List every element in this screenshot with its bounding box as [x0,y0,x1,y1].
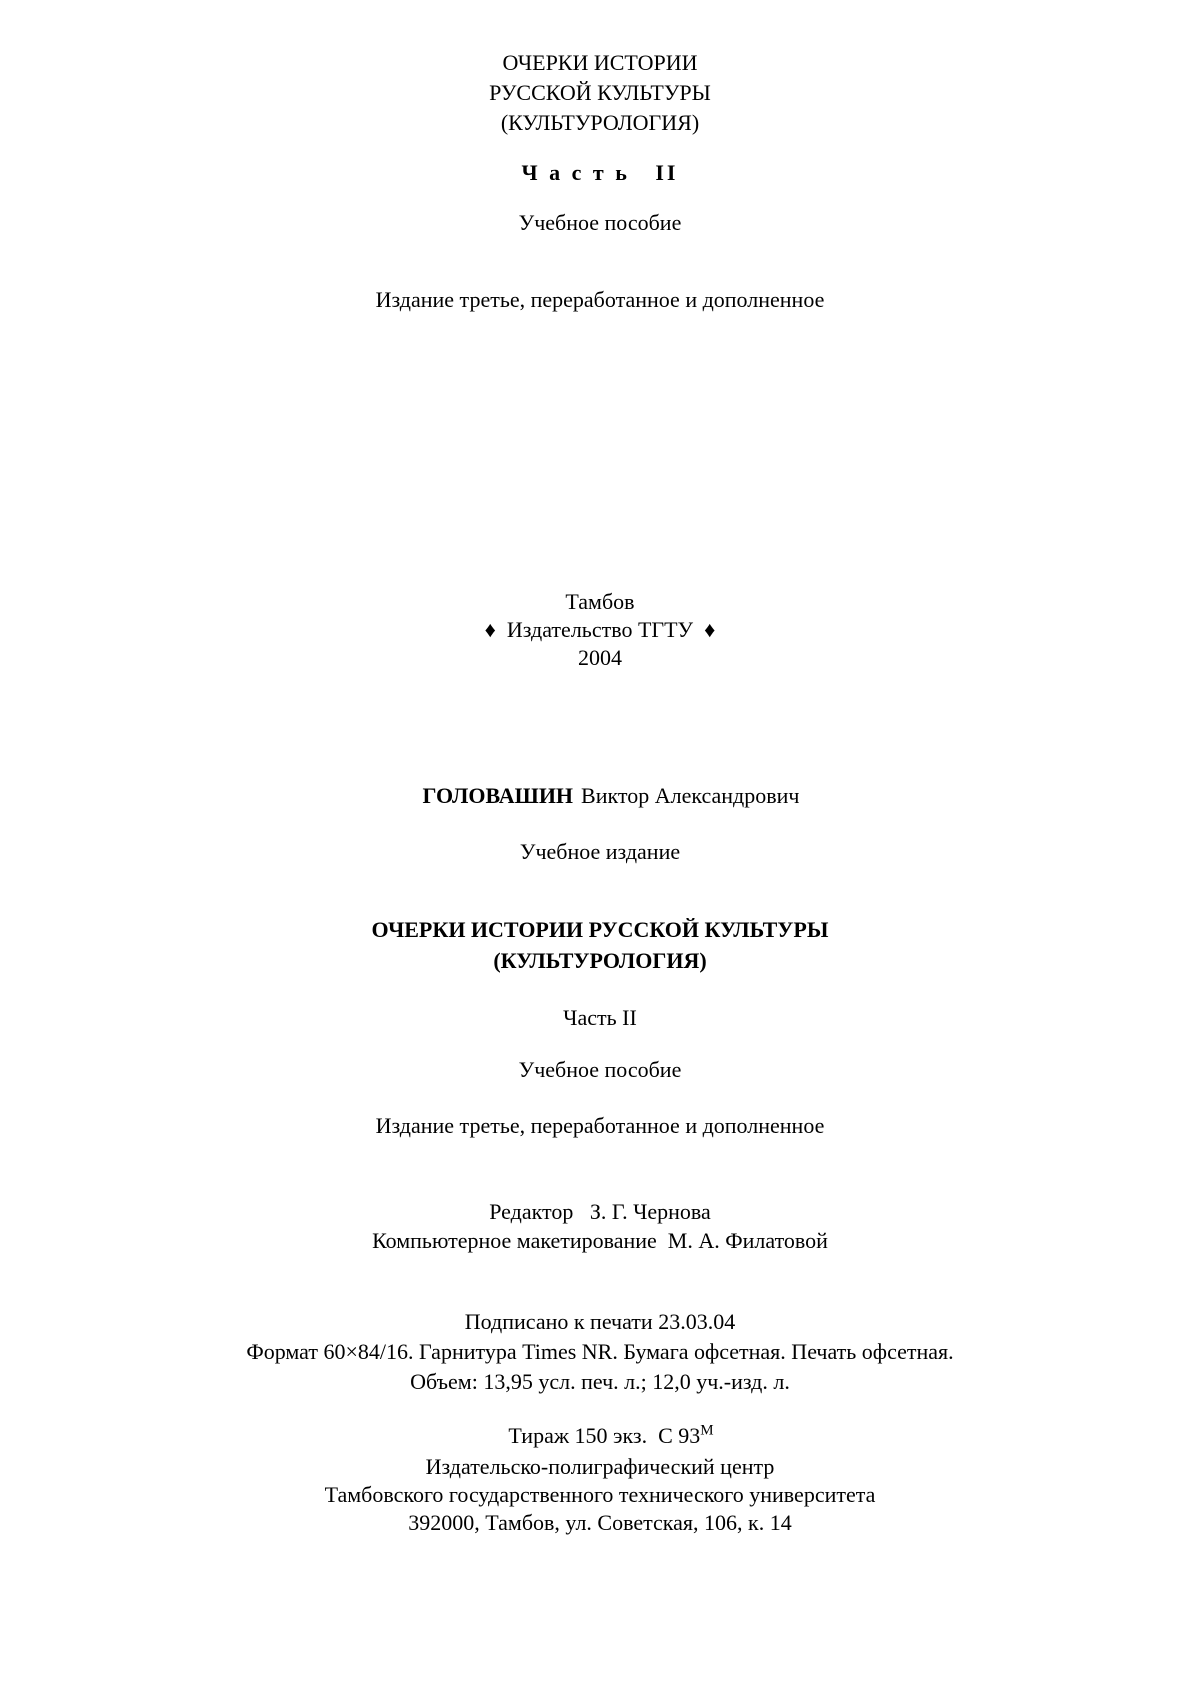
imprint-year: 2004 [578,645,622,670]
front-subtitle: Учебное пособие [518,210,682,235]
publisher-center-line-3: 392000, Тамбов, ул. Советская, 106, к. 14 [408,1510,792,1535]
editor-line: Редактор З. Г. Чернова [489,1199,711,1224]
front-title-line-2: РУССКОЙ КУЛЬТУРЫ [489,80,711,105]
front-title-line-3: (КУЛЬТУРОЛОГИЯ) [500,110,700,135]
author-surname: ГОЛОВАШИН [422,783,574,808]
imprint-city: Тамбов [565,589,635,614]
print-tirage-superscript: М [700,1422,714,1439]
author-line [0,757,1200,835]
publisher-center-line-2: Тамбовского государственного технического университета [324,1482,876,1507]
front-title-line-1: ОЧЕРКИ ИСТОРИИ [502,50,698,75]
front-part-heading: Ч а с т ь II [521,160,679,185]
print-volume-line: Объем: 13,95 усл. печ. л.; 12,0 уч.-изд. л. [410,1369,790,1394]
author-given-names: Виктор Александрович [581,783,800,808]
front-edition-note: Издание третье, переработанное и дополненное [375,287,825,312]
imprint-publisher: ♦ Издательство ТГТУ ♦ [484,617,716,642]
print-format-line: Формат 60×84/16. Гарнитура Times NR. Бумага офсетная. Печать офсетная. [246,1339,954,1364]
colophon-title-line-1: ОЧЕРКИ ИСТОРИИ РУССКОЙ КУЛЬТУРЫ [371,917,829,942]
print-tirage-text: Тираж 150 экз. С 93 [508,1423,701,1448]
dtp-line: Компьютерное макетирование М. А. Филатовой [372,1228,828,1253]
colophon-edition-note: Издание третье, переработанное и дополненное [375,1113,825,1138]
print-signed-line: Подписано к печати 23.03.04 [464,1309,736,1334]
colophon-part: Часть II [563,1005,637,1030]
colophon-title-line-2: (КУЛЬТУРОЛОГИЯ) [493,948,707,973]
edition-type: Учебное издание [519,839,681,864]
publisher-center-line-1: Издательско-полиграфический центр [425,1454,775,1479]
colophon-subtitle: Учебное пособие [518,1057,682,1082]
